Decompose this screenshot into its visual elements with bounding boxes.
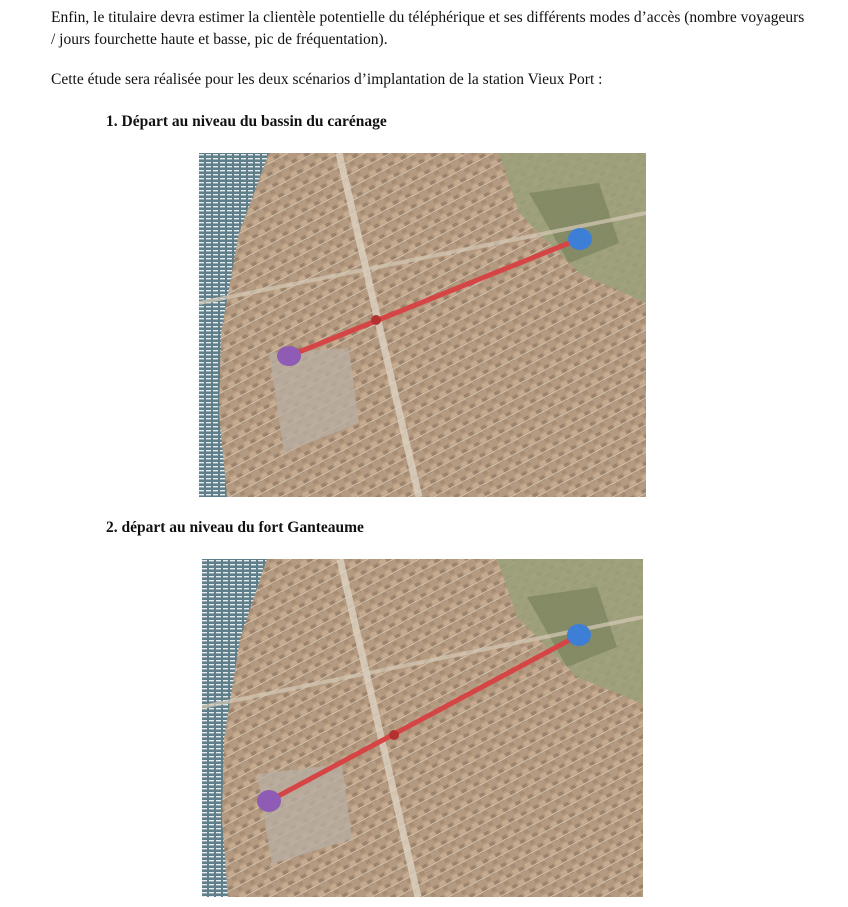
scenario-1-heading: 1. Départ au niveau du bassin du carénage bbox=[106, 113, 387, 130]
scenario-2-heading: 2. départ au niveau du fort Ganteaume bbox=[106, 519, 364, 536]
midpoint-marker bbox=[389, 730, 399, 740]
end-station-marker bbox=[567, 624, 591, 646]
intro-paragraph: Enfin, le titulaire devra estimer la clientèle potentielle du téléphérique et ses différents modes d’accès (nombre voyageurs / jours fourchette haute et basse, pic de fréquentation). bbox=[51, 9, 805, 48]
aerial-map-scenario-1 bbox=[199, 153, 646, 497]
start-station-marker bbox=[277, 346, 301, 366]
scenarios-intro: Cette étude sera réalisée pour les deux scénarios d’implantation de la station Vieux Port : bbox=[51, 71, 603, 88]
midpoint-marker bbox=[371, 315, 381, 325]
aerial-map-scenario-2 bbox=[202, 559, 643, 897]
end-station-marker bbox=[568, 228, 592, 250]
start-station-marker bbox=[257, 790, 281, 812]
